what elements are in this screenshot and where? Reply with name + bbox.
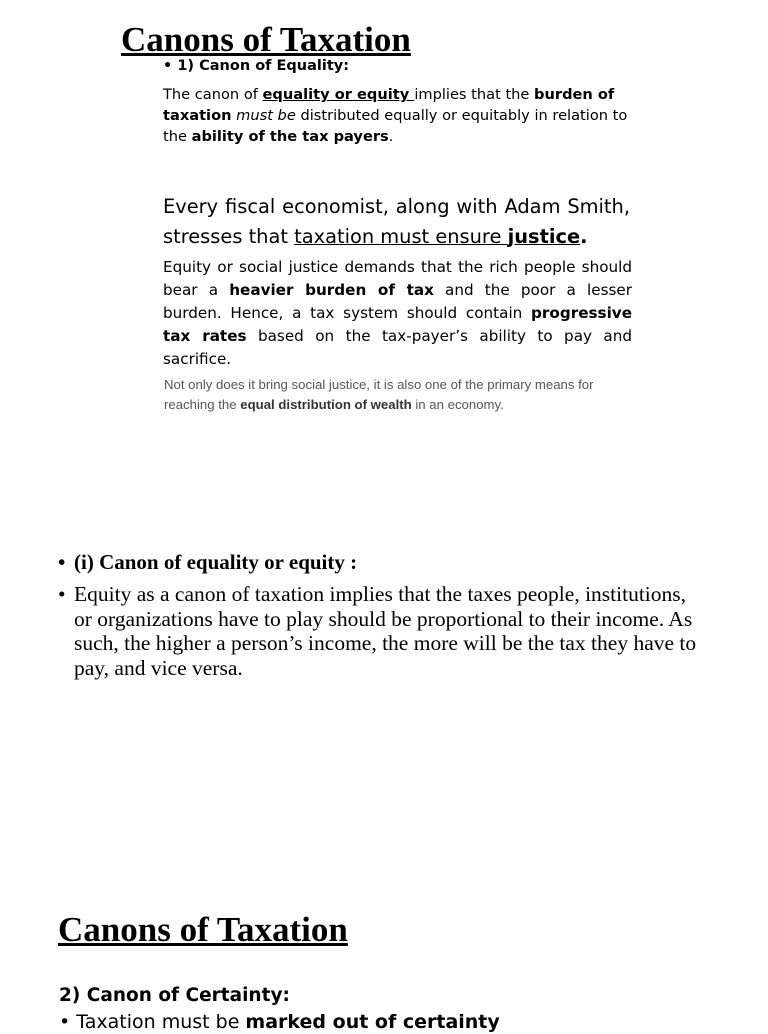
bullet-marker: •	[58, 582, 66, 606]
list-item	[58, 546, 708, 578]
term-ability-of-tax-payers: ability of the tax payers	[191, 128, 389, 145]
equity-explanation: Equity as a canon of taxation implies that the taxes people, institutions, or organizations have to play should be proportional to their income. As such, the higher a person’s income, the more will be the tax they have to pay, and vice versa.	[74, 582, 697, 680]
bullet-marker: •	[163, 58, 173, 74]
section-heading-canon-of-certainty: 2) Canon of Certainty:	[59, 985, 290, 1006]
bullet-marker: •	[58, 550, 66, 574]
section-heading-canon-of-equality	[163, 57, 349, 75]
page-title: Canons of Taxation	[58, 910, 348, 949]
social-justice-paragraph: Equity or social justice demands that the rich people should bear a heavier burden of tax and the poor a lesser burden. Hence, a tax system should contain progressive tax rates based on the tax-payer’s ability to pay and sacrifice.	[163, 258, 633, 368]
term-burden-of-taxation: burden of taxation	[163, 86, 615, 124]
equity-bullet-list	[58, 546, 708, 680]
term-equality-or-equity: equality or equity	[262, 86, 415, 103]
wealth-distribution-note: Not only does it bring social justice, it is also one of the primary means for reaching the equal distribution of wealth in an economy.	[164, 377, 594, 412]
term-marked-out-of-certainty: marked out of certainty	[245, 1011, 500, 1033]
bullet-marker: •	[59, 1011, 71, 1033]
term-equal-distribution-of-wealth: equal distribution of wealth	[240, 397, 412, 412]
adam-smith-paragraph: Every fiscal economist, along with Adam Smith, stresses that taxation must ensure justice.	[163, 195, 630, 248]
list-item: • Taxation must be marked out of certainty	[59, 1011, 500, 1033]
page-title: Canons of Taxation	[121, 20, 411, 59]
equality-definition-paragraph: The canon of equality or equity implies that the burden of taxation must be distributed equally or equitably in relation to the ability of the tax payers.	[163, 86, 628, 145]
term-progressive-tax-rates: progressive tax rates	[163, 304, 632, 345]
phrase-taxation-must-ensure: taxation must ensure	[294, 225, 508, 248]
term-justice: justice	[507, 225, 581, 248]
equity-heading: (i) Canon of equality or equity :	[74, 550, 358, 574]
list-item	[58, 582, 708, 680]
term-heavier-burden-of-tax: heavier burden of tax	[229, 281, 434, 299]
emphasis-must-be: must be	[236, 107, 296, 124]
section-heading-text: 1) Canon of Equality:	[177, 58, 350, 74]
